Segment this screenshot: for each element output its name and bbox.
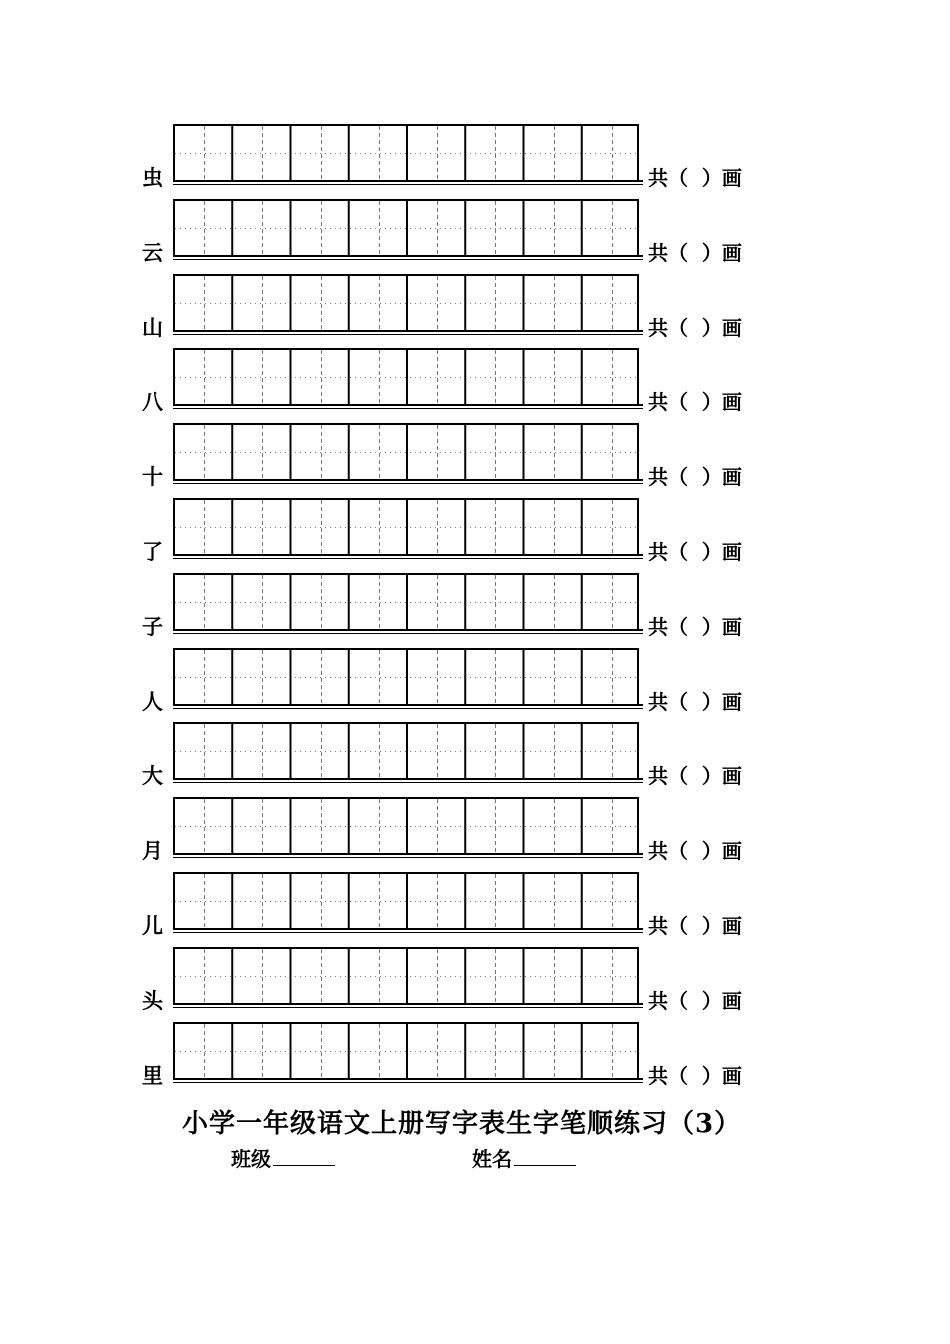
grid-center-guide — [379, 650, 380, 706]
grid-center-guide — [437, 650, 438, 706]
grid-center-guide — [204, 201, 205, 257]
stroke-count-prompt[interactable]: 共（ ）画 — [648, 1063, 742, 1088]
grid-center-guide — [554, 126, 555, 182]
grid-center-guide — [554, 425, 555, 481]
grid-center-guide — [379, 276, 380, 332]
grid-center-guide — [437, 425, 438, 481]
grid-center-guide — [437, 575, 438, 631]
grid-center-guide — [204, 1024, 205, 1080]
grid-center-guide — [495, 126, 496, 182]
grid-center-guide — [321, 126, 322, 182]
grid-center-guide — [321, 949, 322, 1005]
grid-center-guide — [321, 500, 322, 556]
grid-center-guide — [495, 350, 496, 406]
grid-center-guide — [321, 575, 322, 631]
grid-center-guide — [379, 201, 380, 257]
grid-center-guide — [321, 650, 322, 706]
grid-center-guide — [321, 201, 322, 257]
grid-center-guide — [204, 650, 205, 706]
practice-character: 里 — [142, 1062, 163, 1088]
grid-center-guide — [262, 949, 263, 1005]
practice-row — [0, 797, 950, 864]
grid-center-guide — [554, 1024, 555, 1080]
grid-center-guide — [554, 500, 555, 556]
practice-row — [0, 199, 950, 263]
practice-character: 了 — [142, 539, 163, 564]
grid-center-guide — [437, 276, 438, 332]
grid-center-guide — [437, 126, 438, 182]
grid-center-guide — [437, 1024, 438, 1080]
practice-character: 人 — [142, 688, 163, 714]
grid-baseline — [173, 1003, 643, 1008]
practice-character: 头 — [142, 987, 163, 1013]
name-label: 姓名 — [472, 1147, 512, 1171]
grid-baseline — [173, 479, 643, 484]
practice-row — [0, 947, 950, 1011]
grid-center-guide — [262, 724, 263, 780]
practice-character: 八 — [142, 389, 163, 415]
grid-center-guide — [495, 650, 496, 706]
grid-center-guide — [437, 949, 438, 1005]
stroke-count-prompt[interactable]: 共（ ）画 — [648, 839, 742, 864]
grid-baseline — [173, 554, 643, 559]
grid-center-guide — [495, 874, 496, 930]
stroke-count-prompt[interactable]: 共（ ）画 — [648, 689, 742, 714]
grid-center-guide — [262, 1024, 263, 1080]
grid-center-guide — [379, 949, 380, 1005]
grid-center-guide — [495, 276, 496, 332]
grid-center-guide — [554, 276, 555, 332]
stroke-count-prompt[interactable]: 共（ ）画 — [648, 465, 742, 490]
writing-grid[interactable] — [173, 797, 639, 855]
grid-center-guide — [612, 724, 613, 780]
stroke-count-prompt[interactable]: 共（ ）画 — [648, 166, 742, 190]
stroke-count-prompt[interactable]: 共（ ）画 — [648, 614, 742, 639]
grid-center-guide — [495, 1024, 496, 1080]
grid-center-guide — [437, 350, 438, 406]
grid-center-guide — [204, 425, 205, 481]
stroke-count-prompt[interactable]: 共（ ）画 — [648, 540, 742, 564]
grid-center-guide — [612, 276, 613, 332]
practice-row — [0, 274, 950, 338]
stroke-count-prompt[interactable]: 共（ ）画 — [648, 988, 742, 1013]
grid-center-guide — [262, 350, 263, 406]
writing-grid[interactable] — [173, 423, 639, 481]
grid-center-guide — [321, 724, 322, 780]
writing-grid[interactable] — [173, 1022, 639, 1080]
class-label: 班级 — [231, 1147, 271, 1171]
grid-center-guide — [554, 201, 555, 257]
grid-center-guide — [204, 575, 205, 631]
practice-row — [0, 722, 950, 789]
practice-row — [0, 573, 950, 637]
name-blank[interactable] — [514, 1145, 576, 1166]
grid-center-guide — [612, 650, 613, 706]
grid-center-guide — [262, 799, 263, 855]
stroke-count-prompt[interactable]: 共（ ）画 — [648, 315, 742, 340]
practice-character: 月 — [142, 838, 163, 864]
writing-grid[interactable] — [173, 274, 639, 332]
grid-center-guide — [612, 874, 613, 930]
grid-center-guide — [262, 500, 263, 556]
grid-center-guide — [204, 126, 205, 182]
grid-baseline — [173, 704, 643, 709]
grid-center-guide — [554, 724, 555, 780]
grid-center-guide — [379, 1024, 380, 1080]
grid-center-guide — [379, 350, 380, 406]
grid-center-guide — [379, 126, 380, 182]
grid-center-guide — [437, 724, 438, 780]
grid-center-guide — [495, 201, 496, 257]
practice-character: 子 — [142, 613, 163, 639]
practice-row — [0, 648, 950, 712]
grid-baseline — [173, 330, 643, 335]
grid-center-guide — [204, 874, 205, 930]
stroke-count-prompt[interactable]: 共（ ）画 — [648, 914, 742, 938]
class-field[interactable] — [231, 1143, 335, 1172]
grid-center-guide — [262, 276, 263, 332]
grid-center-guide — [612, 425, 613, 481]
grid-center-guide — [554, 949, 555, 1005]
grid-center-guide — [262, 201, 263, 257]
practice-character: 儿 — [142, 913, 163, 938]
grid-center-guide — [495, 799, 496, 855]
writing-grid[interactable] — [173, 947, 639, 1005]
grid-center-guide — [262, 425, 263, 481]
grid-center-guide — [612, 799, 613, 855]
grid-center-guide — [612, 1024, 613, 1080]
grid-center-guide — [437, 201, 438, 257]
grid-baseline — [173, 255, 643, 260]
grid-center-guide — [495, 500, 496, 556]
grid-center-guide — [262, 874, 263, 930]
grid-center-guide — [262, 575, 263, 631]
writing-grid[interactable] — [173, 199, 639, 257]
grid-center-guide — [495, 949, 496, 1005]
grid-baseline — [173, 1078, 643, 1083]
writing-grid[interactable] — [173, 722, 639, 780]
grid-center-guide — [321, 799, 322, 855]
grid-center-guide — [262, 126, 263, 182]
grid-center-guide — [437, 799, 438, 855]
grid-baseline — [173, 778, 643, 783]
practice-row — [0, 348, 950, 415]
grid-center-guide — [321, 874, 322, 930]
grid-center-guide — [612, 949, 613, 1005]
practice-row — [0, 423, 950, 490]
writing-grid[interactable] — [173, 648, 639, 706]
practice-character: 云 — [142, 239, 163, 265]
practice-row — [0, 872, 950, 936]
grid-center-guide — [379, 724, 380, 780]
practice-character: 虫 — [142, 165, 163, 190]
practice-row — [0, 498, 950, 562]
grid-center-guide — [495, 425, 496, 481]
grid-center-guide — [379, 874, 380, 930]
practice-character: 山 — [142, 314, 163, 340]
stroke-count-prompt[interactable]: 共（ ）画 — [648, 240, 742, 265]
grid-center-guide — [612, 201, 613, 257]
grid-baseline — [173, 404, 643, 409]
grid-center-guide — [612, 350, 613, 406]
stroke-count-prompt[interactable]: 共（ ）画 — [648, 390, 742, 415]
grid-baseline — [173, 853, 643, 858]
grid-center-guide — [204, 500, 205, 556]
grid-center-guide — [321, 425, 322, 481]
grid-center-guide — [554, 650, 555, 706]
grid-center-guide — [495, 575, 496, 631]
grid-baseline — [173, 629, 643, 634]
worksheet-title: 小学一年级语文上册写字表生字笔顺练习（3） — [182, 1109, 742, 1139]
writing-grid[interactable] — [173, 348, 639, 406]
grid-center-guide — [379, 799, 380, 855]
writing-grid[interactable] — [173, 124, 639, 182]
writing-grid[interactable] — [173, 872, 639, 930]
practice-row — [0, 1022, 950, 1086]
grid-center-guide — [437, 874, 438, 930]
grid-center-guide — [379, 575, 380, 631]
stroke-count-prompt[interactable]: 共（ ）画 — [648, 764, 742, 789]
class-blank[interactable] — [273, 1145, 335, 1166]
writing-grid[interactable] — [173, 573, 639, 631]
grid-center-guide — [204, 276, 205, 332]
grid-center-guide — [554, 874, 555, 930]
grid-center-guide — [612, 575, 613, 631]
practice-character: 十 — [142, 464, 163, 490]
grid-center-guide — [204, 350, 205, 406]
grid-center-guide — [554, 350, 555, 406]
grid-center-guide — [321, 1024, 322, 1080]
grid-center-guide — [612, 500, 613, 556]
grid-center-guide — [262, 650, 263, 706]
grid-center-guide — [554, 799, 555, 855]
practice-character: 大 — [142, 763, 163, 789]
grid-baseline — [173, 180, 643, 185]
grid-center-guide — [321, 276, 322, 332]
grid-baseline — [173, 928, 643, 933]
writing-grid[interactable] — [173, 498, 639, 556]
grid-center-guide — [554, 575, 555, 631]
grid-center-guide — [204, 799, 205, 855]
grid-center-guide — [379, 425, 380, 481]
practice-row — [0, 124, 950, 188]
grid-center-guide — [204, 949, 205, 1005]
grid-center-guide — [204, 724, 205, 780]
grid-center-guide — [379, 500, 380, 556]
name-field[interactable] — [472, 1143, 576, 1172]
grid-center-guide — [321, 350, 322, 406]
grid-center-guide — [437, 500, 438, 556]
grid-center-guide — [612, 126, 613, 182]
grid-center-guide — [495, 724, 496, 780]
